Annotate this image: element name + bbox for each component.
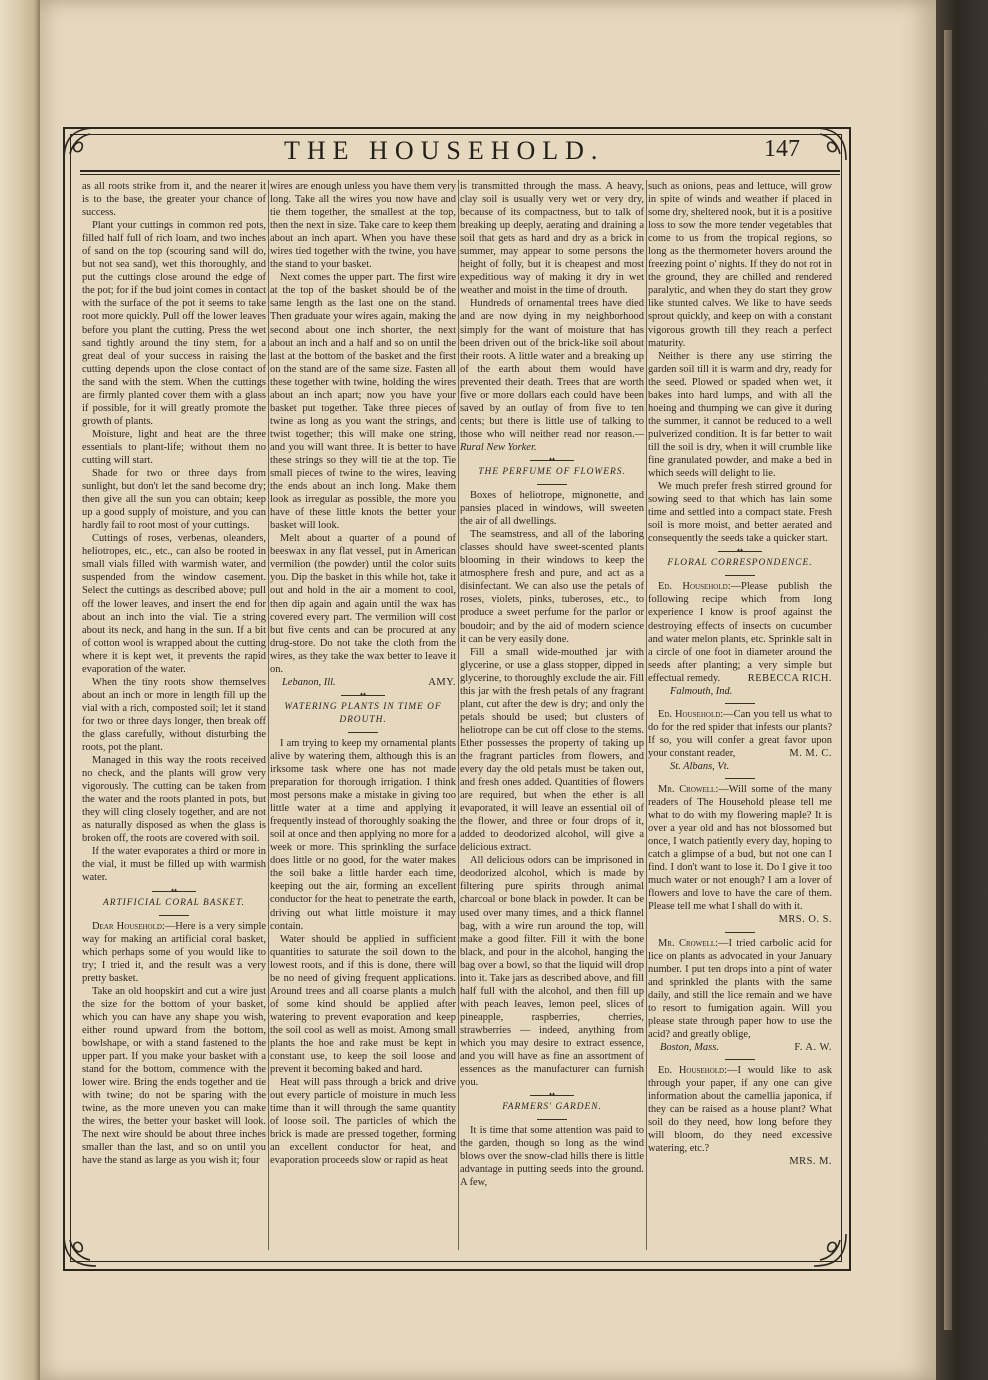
- paragraph: [82, 920, 266, 985]
- paragraph: Neither is there any use stirring the garden soil till it is warm and dry, ready for the seed. Plowed or spaded when wet, it bakes into hard lumps, and with all the hoeing and thumping we can give it during the summer, it cannot be reduced to a well pulverized condition. It is far better to wait till the soil is dry, when it will crumble like fine granulated powder, and make a bed in which seeds will delight to lie.: [648, 350, 832, 480]
- salutation: Mr. Crowell: [658, 937, 716, 949]
- paragraph: wires are enough unless you have them very long. Take all the wires you now have and tie them together, the smallest at the top, then the next in size. Take care to keep them about an inch apart. When you have these wires tied together with the twine, you have the stand to your basket.: [270, 181, 456, 271]
- rule: [82, 910, 266, 920]
- article-heading: WATERING PLANTS IN TIME OF DROUTH.: [284, 701, 442, 725]
- column-1: [82, 180, 266, 1254]
- paragraph: Fill a small wide-mouthed jar with glycerine, or use a glass stopper, dipped in glycerine, to thoroughly exclude the air. Fill this jar with the fresh petals of any fragrant plant, cut after the dew is dry; and only the petals should be used; but clusters of heliotrope can be cut off close to the stems. Ether possesses the property of taking up the fragrant particles from flowers, and every day the old petals must be taken out, and fresh ones added. Quantities of flowers are required, but when the ether is all evaporated, it will leave an essential oil of the flower, and three or four drops of it, added to deodorized alcohol, will give a delicious extract.: [460, 646, 644, 854]
- paragraph: [648, 783, 832, 913]
- paragraph: [648, 1064, 832, 1155]
- section-separator: [270, 689, 456, 701]
- paragraph: Managed in this way the roots received no check, and the plants will grow very vigorously. The cutting can be taken from the water and the roots planted in pots, but they will cling closely together, and are not as naturally disposed as when the glass is broken off, the roots are covered with soil.: [82, 755, 266, 845]
- page-number: 147: [764, 136, 800, 162]
- rule: [648, 927, 832, 937]
- paragraph-text: :—Will some of the many readers of The Household please tell me what to do with my flowering maple? It is over a year old and has not blossomed but once, I watch patiently every day, hoping to catch a glimpse of a bud, but not one can I find. I don't want to lose it. Do I give it too much water or not enough? I am a lover of flowers and love to have the care of them. Please tell me what I shall do with it.: [648, 784, 832, 913]
- rule: [460, 1114, 644, 1124]
- paragraph: Plant your cuttings in common red pots, filled half full of rich loam, and two inches of sand on the top (scouring sand will do, but not sea sand), wet this thoroughly, and put the cuttings close around the edge of the pot; for if the bud joint comes in contact with the surface of the pot it seems to take root more quickly. Pull off the lower leaves before you plant the cutting. Press the wet sand tightly around the tiny stem, for a great deal of your success in raising the cutting depends upon the close contact of the sand with the stem. When the cuttings are firmly planted cover them with a glass if possible, for it will greatly promote the growth of plants.: [82, 220, 266, 427]
- paragraph: We much prefer fresh stirred ground for sowing seed to that which has lain some time and settled into a compact state. Fresh soil is more moist, and better aerated and consequently the seeds take a quicker start.: [648, 481, 832, 545]
- signature-place: St. Albans, Vt.: [670, 760, 730, 772]
- paragraph: Boxes of heliotrope, mignonette, and pansies placed in windows, will sweeten the air of all dwellings.: [460, 490, 644, 528]
- source-credit: —Rural New Yorker.: [460, 428, 644, 453]
- paragraph: is transmitted through the mass. A heavy, clay soil is usually very wet or very dry, because of its compactness, but to talk of breaking up deeply, aerating and draining a soil that gets as hard and dry as a brick in summer, may appear to some persons the height of folly, but it is cheapest and most expeditious way of making it dry in wet weather and moist in the time of drouth.: [460, 181, 644, 297]
- signature-name: M. M. C.: [789, 747, 832, 759]
- column-divider: [646, 180, 647, 1250]
- signature-name: AMY.: [428, 676, 456, 688]
- rule: [460, 479, 644, 489]
- column-divider: [268, 180, 269, 1250]
- column-divider: [458, 180, 459, 1250]
- paragraph: Melt about a quarter of a pound of beeswax in any flat vessel, put in American vermilion (the powder) until the color suits you. Dip the basket in this while hot, take it out and hold in the air a moment to cool, then dip again and again until the wax has covered every part. The vermilion will cost but five cents and can be procured at any drug-store. Do not take the cloth from the wires, as they take the wax better to leave it on.: [270, 533, 456, 675]
- section-separator: [460, 454, 644, 466]
- signature-name: F. A. W.: [794, 1041, 832, 1053]
- paragraph: If the water evaporates a third or more in the vial, it must be filled up with warmish water.: [82, 846, 266, 884]
- article-heading: ARTIFICIAL CORAL BASKET.: [103, 897, 245, 908]
- paragraph: as all roots strike from it, and the nearer it is to the base, the greater your chance of success.: [82, 181, 266, 219]
- rule: [648, 698, 832, 708]
- paragraph: Take an old hoopskirt and cut a wire just the size for the bottom of your basket, which you can have any shape you wish, either round upward from the bottom, bowlshape, or with a stand fastened to the upper part. If you make your basket with a stand for the bottom, commence with the lower wire. Bring the ends together and tie with twine; do not be sparing with the twine, as the more uneven you can make the wires, the better your basket will look. The next wire should be about three inches smaller than the last, and so on until you have the stand as large as you wish it; four: [82, 985, 266, 1167]
- paragraph-text: :—Can you tell us what to do for the red spider that infests our plants? If so, you will confer a great favor upon your constant reader,: [648, 708, 832, 759]
- paragraph: [648, 580, 832, 684]
- paragraph: I am trying to keep my ornamental plants alive by watering them, although this is an irksome task where one has not made preparation for thorough irrigation. I think most persons make a mistake in giving too little water at a time and applying it frequently instead of thoroughly soaking the soil at once and then applying no more for a week or more. This sprinkling the surface does little or no good, for the water makes the soil bake a little harder each time, keeping out the air, forming an excellent conductor for the heat to penetrate the earth, driving out what little moisture it may contain.: [270, 737, 456, 932]
- paragraph: [648, 937, 832, 1041]
- paragraph: All delicious odors can be imprisoned in deodorized alcohol, which is made by filtering pure spirits through animal charcoal or bone black in powder. It can be used over many times, and a thick flannel bag, with a wire run around the top, will make a good filter. Fill it with the bone black, and pour in the alcohol, hanging the bag over a bowl, so that the liquid will drop into it. Take jars as described above, and fill half full with the alcohol, and then fill up with peach leaves, lemon peel, slices of pineapple, raspberries, cherries, strawberries — indeed, anything from which you may desire to extract essence, and you will have as fine an assortment of essences as the manufacturer can furnish you.: [460, 855, 644, 1089]
- section-separator: [648, 545, 832, 557]
- paragraph: Water should be applied in sufficient quantities to saturate the soil down to the lowest roots, and if this is done, there will be no need of giving frequent applications. Around trees and all coarse plants a mulch of some kind should be applied after watering to prevent evaporation and keep the soil cool as well as moist. Among small plants the hoe and rake must be kept in constant use, to keep the soil loose and prevent it becoming baked and hard.: [270, 933, 456, 1076]
- paragraph: Shade for two or three days from sunlight, but don't let the sand become dry; then give all the sun you can obtain; keep up a good supply of moisture, and you can hardly fail to root most of your cuttings.: [82, 468, 266, 532]
- section-separator: [460, 1089, 644, 1101]
- salutation: Ed. Household: [658, 708, 721, 720]
- paragraph: When the tiny roots show themselves about an inch or more in length fill up the vial with a rich, composted soil; let it stand for two or three days longer, then break off the glass carefully, without disturbing the roots, pot the plant.: [82, 676, 266, 754]
- paragraph: [648, 708, 832, 760]
- section-separator: [82, 885, 266, 897]
- signature-line: [648, 1041, 832, 1054]
- column-2: [270, 180, 456, 1254]
- signature-place: Falmouth, Ind.: [670, 685, 733, 697]
- article-heading: FARMERS' GARDEN.: [502, 1102, 602, 1113]
- article-heading: FLORAL CORRESPONDENCE.: [667, 558, 813, 569]
- page-title: THE HOUSEHOLD.: [284, 136, 605, 165]
- paragraph-text: Hundreds of ornamental trees have died and are now dying in my neighborhood simply for the want of moisture that has been driven out of the brick-like soil about their roots. A little water and a breaking up of the earth about them would have prevented their death. Trees that are worth five or more dollars each could have been saved by an outlay of from five to ten cents; but there is little use of talking to those who will neither read nor reason.: [460, 298, 644, 440]
- signature-name: MRS. O. S.: [778, 914, 832, 926]
- paragraph-text: :—I would like to ask through your paper, if any one can give information about the camellia japonica, if they can be raised as a house plant? What soil do they need, how long before they will bloom, do they need excessive watering, etc.?: [648, 1064, 832, 1155]
- signature-place: Lebanon, Ill.: [282, 676, 336, 688]
- masthead-rule: [80, 174, 840, 175]
- page-stack-edge: [944, 30, 952, 1330]
- rule: [270, 727, 456, 737]
- salutation: Mr. Crowell: [658, 784, 716, 796]
- paragraph: [460, 297, 644, 454]
- paragraph: such as onions, peas and lettuce, will grow in spite of winds and weather if placed in some dry, sheltered nook, but it is a positive loss to sow the more tender vegetables that come to us from the tropical regions, so long as the thermometer hovers around the freezing point o' nights. If they do not rot in the ground, they are chilled and rendered paralytic, and when they do start they grow like stunted calves. We like to have seeds sprout quickly, and keep on with a constant vigorous growth till they reach a perfect maturity.: [648, 181, 832, 349]
- rule: [648, 773, 832, 783]
- masthead-rule: [80, 170, 840, 172]
- salutation: Ed. Household: [658, 1064, 725, 1076]
- column-4: [648, 180, 832, 1254]
- facing-page-edge: [0, 0, 40, 1380]
- salutation: Dear Household: [92, 920, 162, 932]
- rule: [648, 1054, 832, 1064]
- signature-name: MRS. M.: [789, 1156, 832, 1168]
- rule: [648, 570, 832, 580]
- paragraph: Next comes the upper part. The first wire at the top of the basket should be of the same length as the last one on the stand. Then graduate your wires again, making the second about one inch shorter, the next about an inch and a half and so on until the last at the bottom of the basket and the first on the stand are of the same size. Fasten all these together with twine, holding the wires about an inch apart; now you have your basket put together. Take three pieces of twine as long as you want the strings, and twist together; this will make one string, and you will want three. It is better to have these strings so they will tie at the top. Tie small pieces of twine to the wires, leaving the ends about an inch long. Make them look as irregular as possible, the more you have of these little knots the better your basket will look.: [270, 272, 456, 532]
- paragraph: It is time that some attention was paid to the garden, though so long as the wind blows over the snow-clad hills there is little advantage in putting seeds into the ground. A few,: [460, 1125, 644, 1189]
- corner-ornament-icon: [806, 124, 850, 164]
- signature-line: [270, 676, 456, 689]
- signature-name: REBECCA RICH.: [747, 672, 832, 684]
- corner-ornament-icon: [60, 124, 104, 164]
- paragraph: Cuttings of roses, verbenas, oleanders, heliotropes, etc., etc., can also be rooted in small vials filled with warmish water, and suspended from the window casement. Select the cuttings as described above; pull off the lower leaves, and insert the end for about an inch into the vial. Tie a string about its neck, and hang in the sun. If a bit of cotton wool is wrapped about the cutting where it is kept wet, it prevents the rapid evaporation of the water.: [82, 533, 266, 675]
- paragraph-text: :—I tried carbolic acid for lice on plants as advocated in your January number. I put ten drops into a pint of water and sprinkled the plants with the same daily, and still the lice remain and we have to resort to fumigation again. Will you please state through paper how to use the acid? and greatly oblige,: [648, 937, 832, 1040]
- column-3: [460, 180, 644, 1254]
- masthead: [104, 136, 804, 170]
- paragraph: Moisture, light and heat are the three essentials to plant-life; without them no cutting will start.: [82, 428, 266, 466]
- salutation: Ed. Household: [658, 581, 728, 593]
- paragraph: Heat will pass through a brick and drive out every particle of moisture in much less time than it will through the same quantity of loose soil. The particles of which the brick is made are pressed together, forming an excellent conductor for heat, and evaporation proceeds slow or rapid as heat: [270, 1077, 456, 1167]
- paragraph-text: :—Please publish the following recipe which from long experience I know is proof against the destroying effects of insects on cucumber and water melon plants, etc. Sprinkle salt in a circle of one foot in diameter around the seeds after planting; a very simple but effectual remedy.: [648, 581, 832, 684]
- paragraph: The seamstress, and all of the laboring classes should have sweet-scented plants blooming in their windows to keep the atmosphere fresh and pure, and act as a disinfectant. We can also use the petals of roses, violets, pinks, tuberoses, etc., to produce a sweet perfume for the parlor or boudoir; and by the aid of modern science it can be very easily done.: [460, 529, 644, 645]
- article-heading: THE PERFUME OF FLOWERS.: [478, 466, 626, 477]
- signature-place: Boston, Mass.: [660, 1041, 719, 1053]
- paragraph-text: :—Here is a very simple way for making an artificial coral basket, which perhaps some of you would like to try; I tried it, and the result was a very pretty basket.: [82, 920, 266, 984]
